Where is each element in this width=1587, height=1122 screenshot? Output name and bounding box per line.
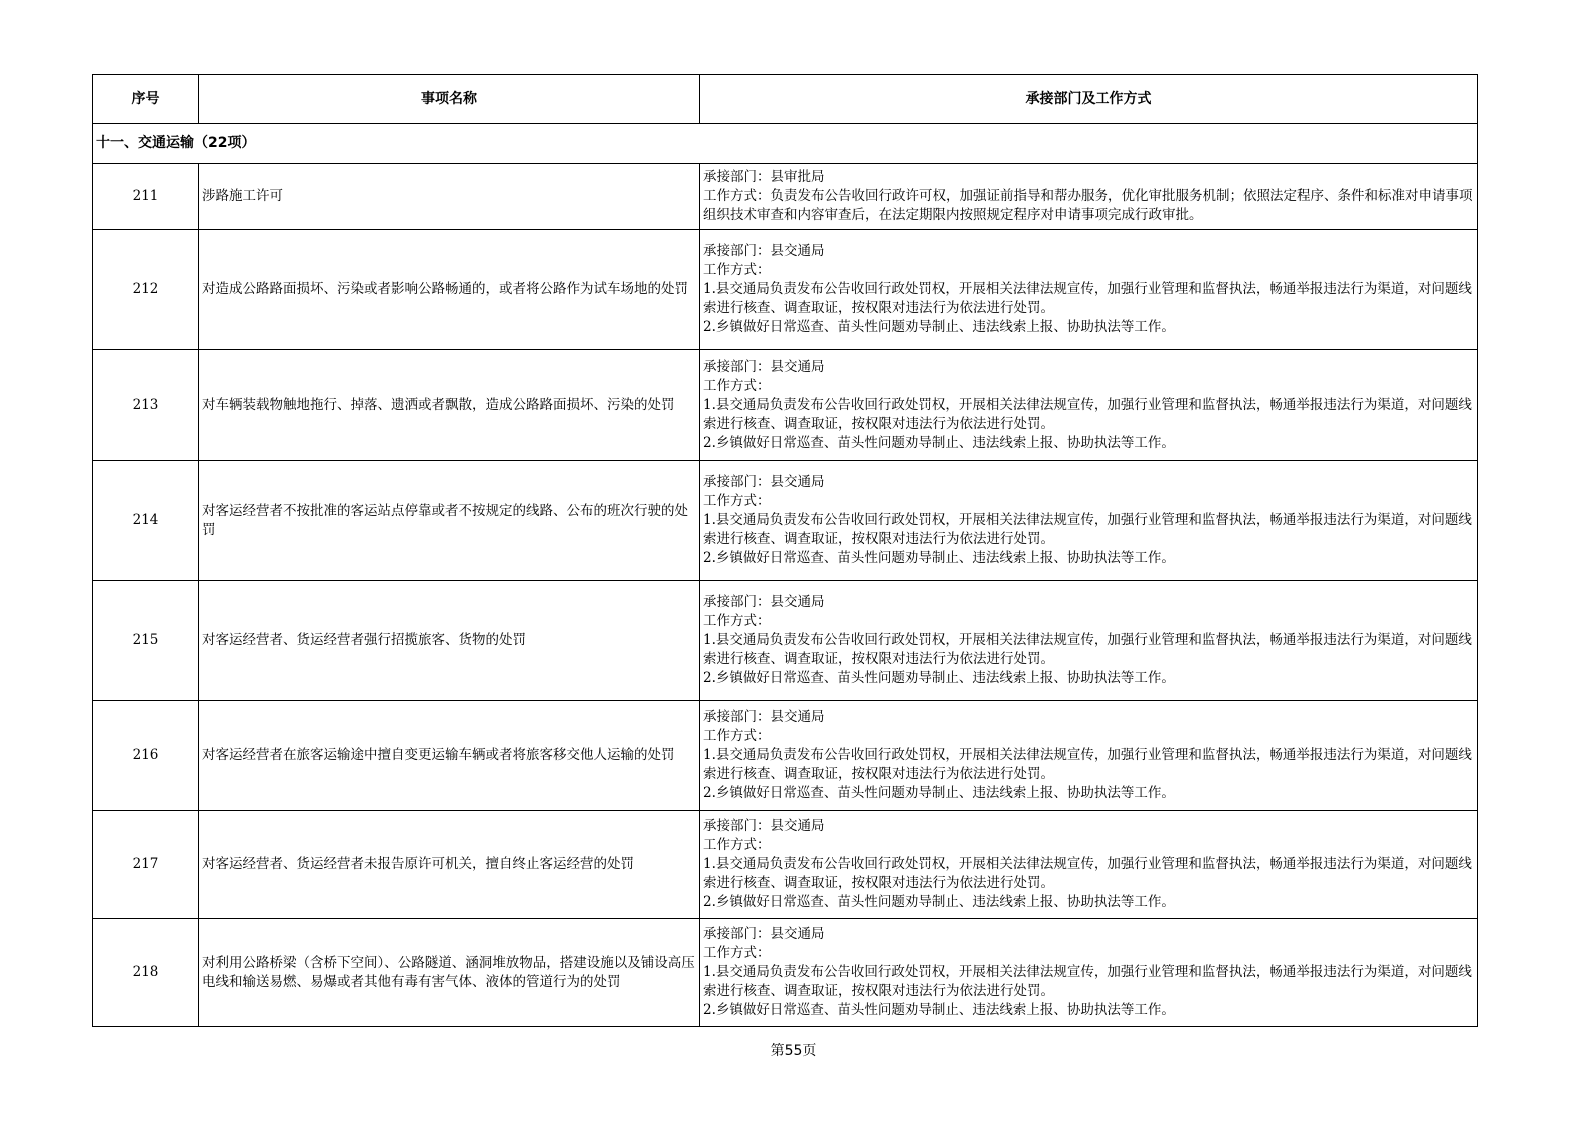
dept-and-method: [700, 164, 1478, 230]
item-name: 对客运经营者、货运经营者强行招揽旅客、货物的处罚: [199, 581, 700, 701]
item-name: 对客运经营者、货运经营者未报告原许可机关，擅自终止客运经营的处罚: [199, 811, 700, 919]
dept-line: 1.县交通局负责发布公告收回行政处罚权，开展相关法律法规宣传，加强行业管理和监督执法，畅通举报违法行为渠道，对问题线索进行核查、调查取证，按权限对违法行为依法进行处罚。: [703, 512, 1472, 547]
table-row: [93, 919, 1478, 1027]
page-number: 第55页: [770, 1043, 817, 1059]
row-number: 218: [93, 919, 199, 1027]
dept-and-method: [700, 461, 1478, 581]
item-name: 对车辆装载物触地拖行、掉落、遗洒或者飘散，造成公路路面损坏、污染的处罚: [199, 350, 700, 461]
table-row: [93, 581, 1478, 701]
dept-line: 2.乡镇做好日常巡查、苗头性问题劝导制止、违法线索上报、协助执法等工作。: [703, 1002, 1175, 1018]
dept-and-method: [700, 811, 1478, 919]
header-name: 事项名称: [199, 75, 700, 124]
header-row: [93, 75, 1478, 124]
item-name: 对利用公路桥梁（含桥下空间）、公路隧道、涵洞堆放物品，搭建设施以及铺设高压电线和输送易燃、易爆或者其他有毒有害气体、液体的管道行为的处罚: [199, 919, 700, 1027]
dept-line: 2.乡镇做好日常巡查、苗头性问题劝导制止、违法线索上报、协助执法等工作。: [703, 785, 1175, 801]
item-name: 涉路施工许可: [199, 164, 700, 230]
dept-line: 工作方式：: [703, 837, 771, 853]
dept-line: 承接部门：县交通局: [703, 926, 825, 942]
row-number: 211: [93, 164, 199, 230]
dept-and-method: [700, 230, 1478, 350]
table-row: [93, 811, 1478, 919]
table-row: [93, 164, 1478, 230]
dept-line: 承接部门：县交通局: [703, 358, 825, 375]
dept-line: 2.乡镇做好日常巡查、苗头性问题劝导制止、违法线索上报、协助执法等工作。: [703, 894, 1175, 910]
dept-line: 2.乡镇做好日常巡查、苗头性问题劝导制止、违法线索上报、协助执法等工作。: [703, 434, 1175, 451]
header-dept: 承接部门及工作方式: [700, 75, 1478, 124]
dept-line: 1.县交通局负责发布公告收回行政处罚权，开展相关法律法规宣传，加强行业管理和监督执法，畅通举报违法行为渠道，对问题线索进行核查、调查取证，按权限对违法行为依法进行处罚。: [703, 281, 1472, 316]
header-num: 序号: [93, 75, 199, 124]
document-table-container: [92, 74, 1477, 1027]
dept-line: 工作方式：: [703, 728, 771, 744]
table-row: [93, 701, 1478, 811]
dept-line: 承接部门：县审批局: [703, 169, 825, 185]
row-number: 213: [93, 350, 199, 461]
dept-line: 工作方式：: [703, 262, 771, 278]
dept-and-method: [700, 581, 1478, 701]
dept-line: 承接部门：县交通局: [703, 709, 825, 725]
dept-line: 2.乡镇做好日常巡查、苗头性问题劝导制止、违法线索上报、协助执法等工作。: [703, 670, 1175, 686]
table-row: [93, 350, 1478, 461]
dept-line: 1.县交通局负责发布公告收回行政处罚权，开展相关法律法规宣传，加强行业管理和监督执法，畅通举报违法行为渠道，对问题线索进行核查、调查取证，按权限对违法行为依法进行处罚。: [703, 856, 1472, 891]
dept-line: 承接部门：县交通局: [703, 594, 825, 610]
dept-line: 2.乡镇做好日常巡查、苗头性问题劝导制止、违法线索上报、协助执法等工作。: [703, 550, 1175, 566]
dept-line: 工作方式：: [703, 945, 771, 961]
dept-line: 1.县交通局负责发布公告收回行政处罚权，开展相关法律法规宣传，加强行业管理和监督执法，畅通举报违法行为渠道，对问题线索进行核查、调查取证，按权限对违法行为依法进行处罚。: [703, 396, 1472, 432]
dept-line: 工作方式：: [703, 377, 771, 394]
dept-and-method: [700, 919, 1478, 1027]
section-title: 十一、交通运输（22项）: [93, 124, 1478, 164]
row-number: 216: [93, 701, 199, 811]
item-name: 对客运经营者在旅客运输途中擅自变更运输车辆或者将旅客移交他人运输的处罚: [199, 701, 700, 811]
section-row: [93, 124, 1478, 164]
dept-line: 2.乡镇做好日常巡查、苗头性问题劝导制止、违法线索上报、协助执法等工作。: [703, 319, 1175, 335]
dept-line: 工作方式：: [703, 493, 771, 509]
dept-line: 工作方式：: [703, 613, 771, 629]
dept-line: 工作方式：负责发布公告收回行政许可权，加强证前指导和帮办服务，优化审批服务机制；依照法定程序、条件和标准对申请事项组织技术审查和内容审查后，在法定期限内按照规定程序对申请事项完成行政审批。: [703, 188, 1473, 223]
dept-line: 1.县交通局负责发布公告收回行政处罚权，开展相关法律法规宣传，加强行业管理和监督执法，畅通举报违法行为渠道，对问题线索进行核查、调查取证，按权限对违法行为依法进行处罚。: [703, 747, 1472, 782]
dept-line: 承接部门：县交通局: [703, 243, 825, 259]
dept-line: 1.县交通局负责发布公告收回行政处罚权，开展相关法律法规宣传，加强行业管理和监督执法，畅通举报违法行为渠道，对问题线索进行核查、调查取证，按权限对违法行为依法进行处罚。: [703, 632, 1472, 667]
dept-and-method: [700, 701, 1478, 811]
row-number: 217: [93, 811, 199, 919]
dept-line: 承接部门：县交通局: [703, 474, 825, 490]
dept-line: 承接部门：县交通局: [703, 818, 825, 834]
items-table: [92, 74, 1478, 1027]
item-name: 对造成公路路面损坏、污染或者影响公路畅通的，或者将公路作为试车场地的处罚: [199, 230, 700, 350]
row-number: 215: [93, 581, 199, 701]
table-row: [93, 230, 1478, 350]
dept-line: 1.县交通局负责发布公告收回行政处罚权，开展相关法律法规宣传，加强行业管理和监督执法，畅通举报违法行为渠道，对问题线索进行核查、调查取证，按权限对违法行为依法进行处罚。: [703, 964, 1472, 999]
row-number: 214: [93, 461, 199, 581]
table-row: [93, 461, 1478, 581]
dept-and-method: [700, 350, 1478, 461]
row-number: 212: [93, 230, 199, 350]
item-name: 对客运经营者不按批准的客运站点停靠或者不按规定的线路、公布的班次行驶的处罚: [199, 461, 700, 581]
